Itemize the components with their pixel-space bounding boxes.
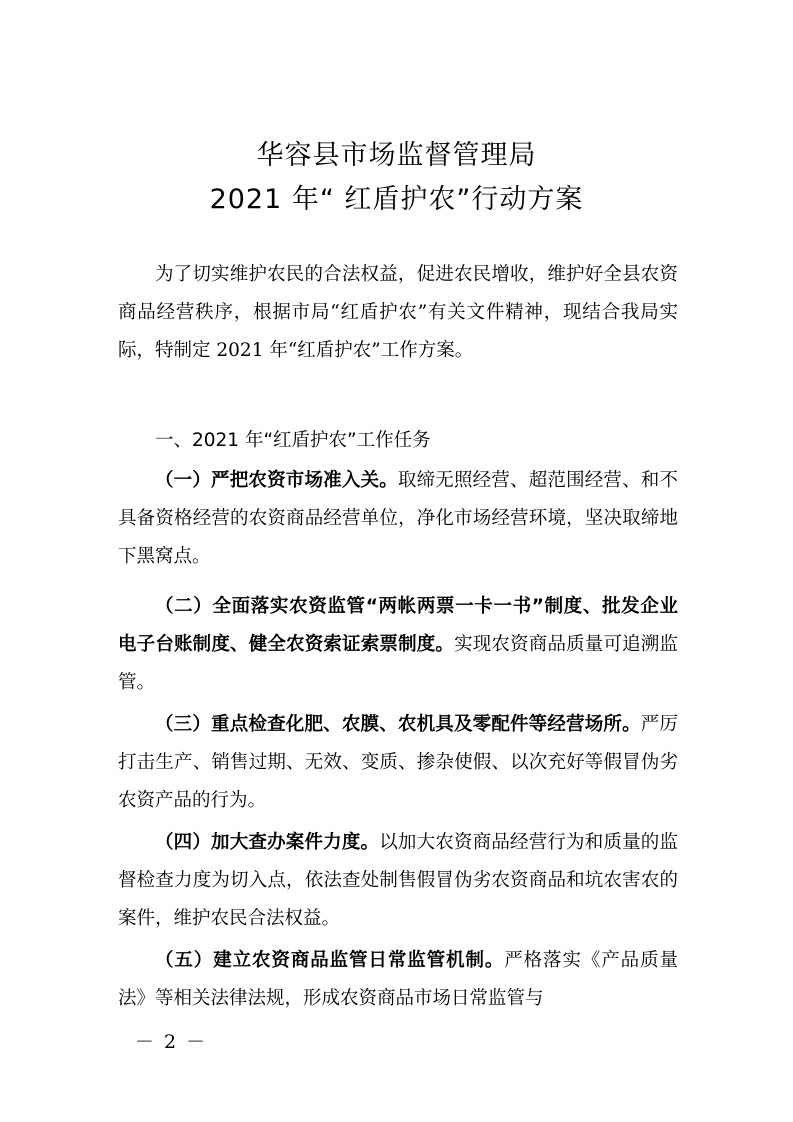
intro-paragraph: 为了切实维护农民的合法权益，促进农民增收，维护好全县农资商品经营秩序，根据市局“红盾护农”有关文件精神，现结合我局实际，特制定 2021 年“红盾护农”工作方案。 [118, 264, 678, 361]
task-3-lead: （三）重点检查化肥、农膜、农机具及零配件等经营场所。 [155, 714, 641, 735]
task-5-paragraph [118, 942, 678, 1018]
document-title-line-2: 2021 年“ 红盾护农”行动方案 [209, 184, 584, 215]
task-4-lead: （四）加大查办案件力度。 [155, 832, 380, 853]
task-5-body: 严格落实《产品质量法》等相关法律法规，形成农资商品市场日常监管与 [118, 950, 678, 1009]
task-1-body: 取缔无照经营、超范围经营、和不具备资格经营的农资商品经营单位，净化市场经营环境，坚决取缔地下黑窝点。 [118, 470, 678, 567]
task-3-body: 严厉打击生产、销售过期、无效、变质、掺杂使假、以次充好等假冒伪劣农资产品的行为。 [118, 714, 678, 811]
task-2-paragraph [118, 588, 678, 702]
task-5-lead: （五）建立农资商品监管日常监管机制。 [155, 950, 505, 971]
page-number: － 2 － [135, 1031, 208, 1053]
task-3-paragraph [118, 706, 678, 820]
task-2-body: 实现农资商品质量可追溯监管。 [118, 634, 678, 693]
task-2-lead: （二）全面落实农资监管“两帐两票一卡一书”制度、批发企业电子台账制度、健全农资索证索票制度。 [118, 596, 678, 655]
task-4-body: 以加大农资商品经营行为和质量的监督检查力度为切入点，依法查处制售假冒伪劣农资商品和坑农害农的案件，维护农民合法权益。 [118, 832, 678, 929]
section-1-heading: 一、2021 年“红盾护农”工作任务 [155, 430, 431, 451]
document-title-line-1: 华容县市场监督管理局 [256, 140, 537, 171]
task-1-paragraph [118, 462, 678, 576]
task-1-lead: （一）严把农资市场准入关。 [155, 470, 398, 491]
task-4-paragraph [118, 824, 678, 938]
